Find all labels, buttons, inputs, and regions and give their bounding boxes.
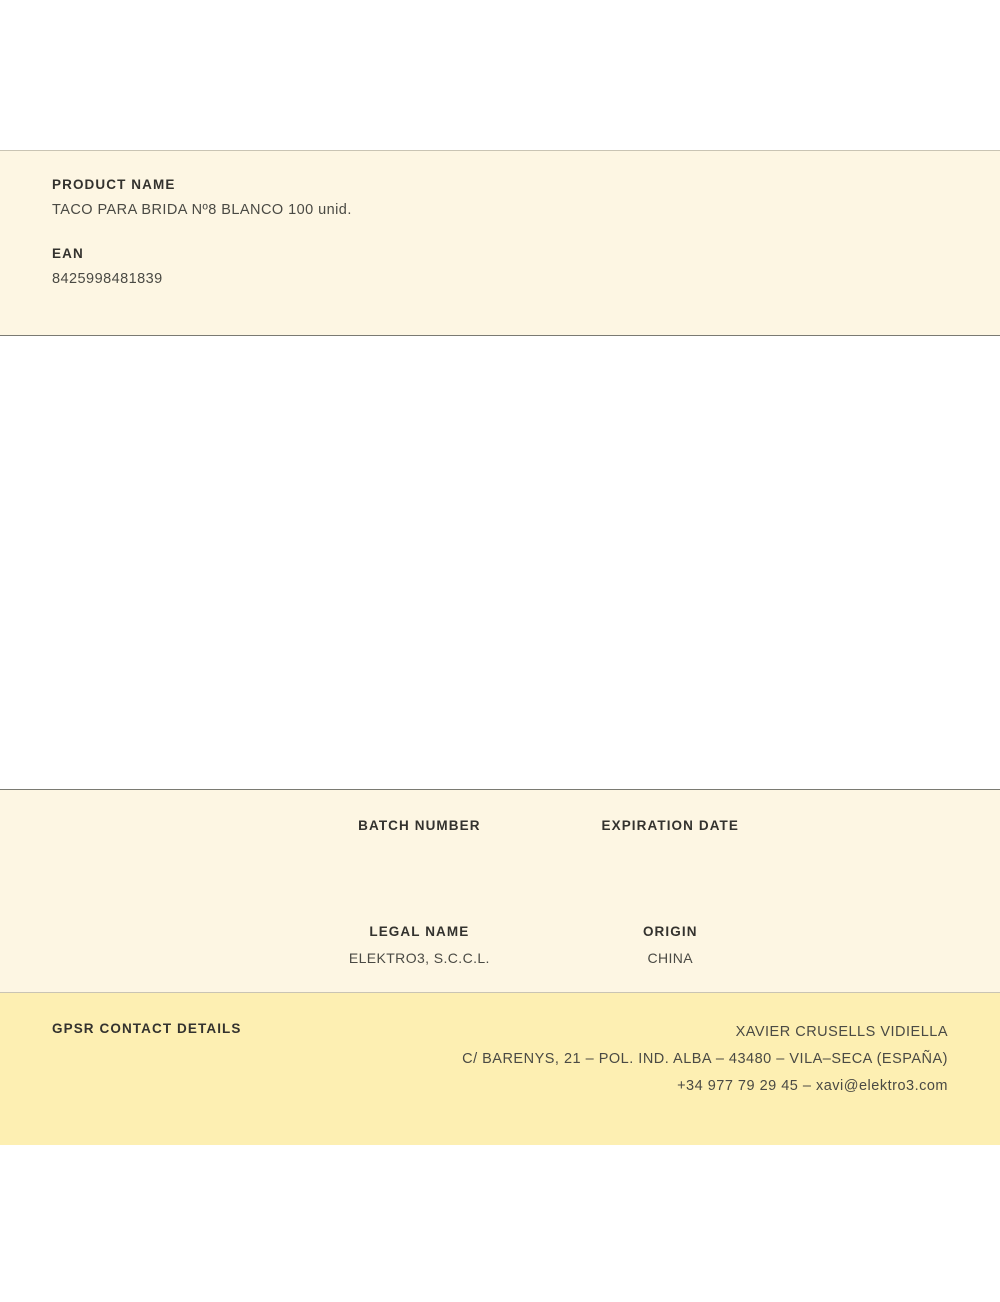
ean-label: EAN (52, 246, 84, 261)
origin-label: ORIGIN (642, 924, 698, 939)
legal-name-value: ELEKTRO3, S.C.C.L. (348, 950, 490, 966)
batch-expiration-row (52, 818, 948, 862)
batch-number-value (304, 844, 535, 862)
product-name-field (52, 177, 948, 218)
legal-name-label: LEGAL NAME (369, 924, 470, 939)
gpsr-contact-name: XAVIER CRUSELLS VIDIELLA (735, 1024, 948, 1040)
batch-number-field (294, 818, 545, 862)
batch-number-label: BATCH NUMBER (358, 818, 481, 833)
batch-spacer-right (796, 818, 948, 862)
origin-field (545, 924, 796, 968)
legal-name-field (294, 924, 545, 968)
bottom-blank-area (0, 1145, 1000, 1302)
batch-spacer-left (52, 818, 294, 862)
gpsr-contact-details (462, 1019, 948, 1099)
ean-field (52, 246, 948, 287)
gpsr-contact-label: GPSR CONTACT DETAILS (52, 1021, 242, 1036)
expiration-date-label: EXPIRATION DATE (601, 818, 739, 833)
legal-origin-row (52, 924, 948, 968)
top-blank-area (0, 0, 1000, 150)
expiration-date-value (555, 844, 786, 862)
gpsr-address: C/ BARENYS, 21 – POL. IND. ALBA – 43480 – VILA–SECA (ESPAÑA) (462, 1050, 948, 1067)
origin-value: CHINA (647, 950, 694, 966)
batch-legal-section (0, 789, 1000, 993)
legal-spacer-right (796, 924, 948, 968)
ean-value: 8425998481839 (52, 271, 163, 287)
legal-spacer-left (52, 924, 294, 968)
product-info-section (0, 150, 1000, 336)
gpsr-contact-section (0, 993, 1000, 1145)
gpsr-phone-email: +34 977 79 29 45 – xavi@elektro3.com (677, 1077, 948, 1094)
middle-blank-area (0, 336, 1000, 789)
product-name-value: TACO PARA BRIDA Nº8 BLANCO 100 unid. (52, 202, 352, 218)
product-name-label: PRODUCT NAME (52, 177, 176, 192)
expiration-date-field (545, 818, 796, 862)
